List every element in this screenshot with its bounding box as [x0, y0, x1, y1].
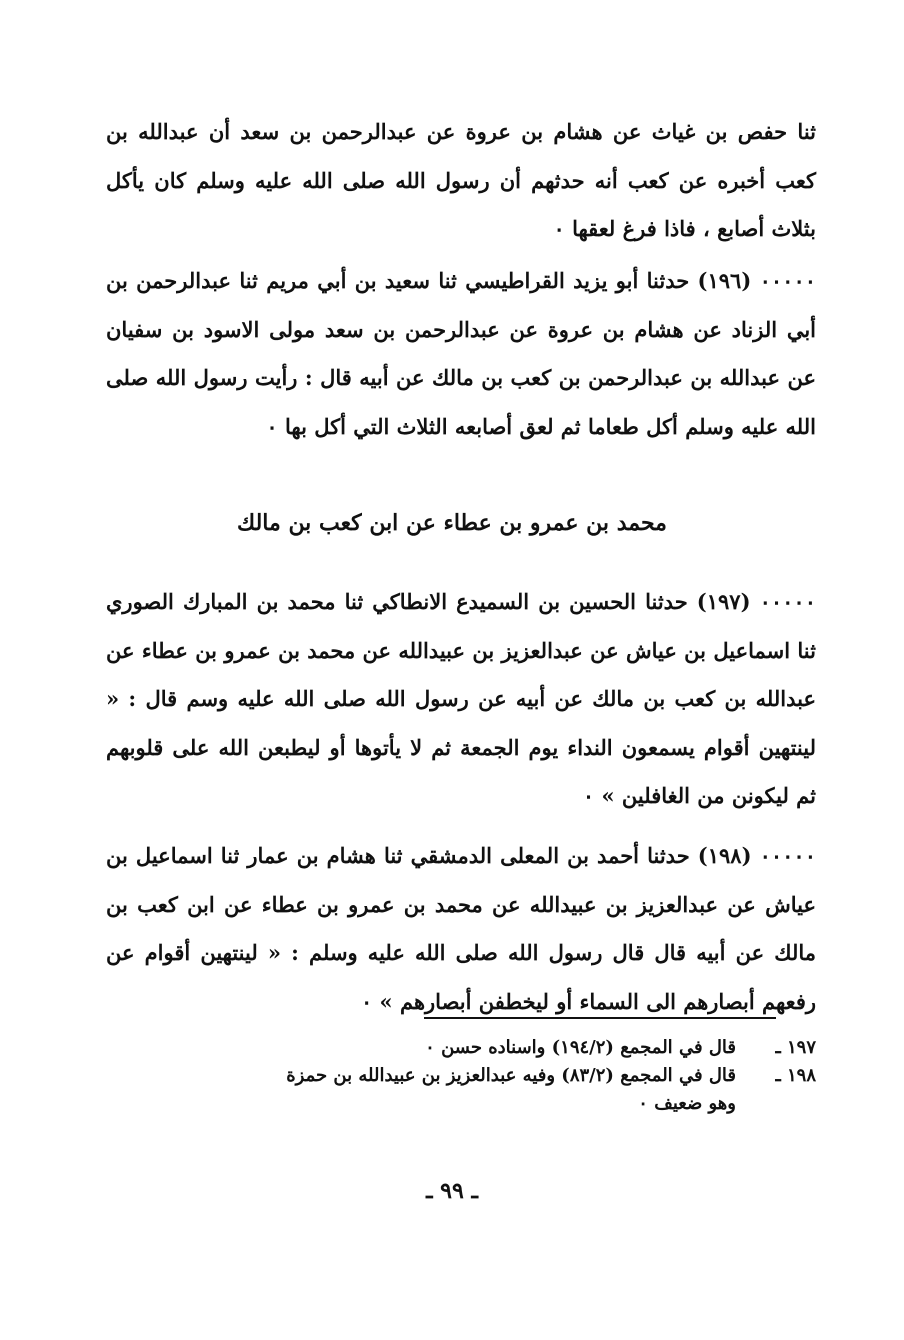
footnote-text: قال في المجمع (١٩٤/٢) واسناده حسن ٠: [425, 1037, 736, 1058]
footnote-198: [106, 1062, 816, 1118]
section-heading: محمد بن عمرو بن عطاء عن ابن كعب بن مالك: [237, 510, 667, 536]
footnote-separator: [424, 1017, 776, 1019]
footnote-text: قال في المجمع (٨٣/٢) وفيه عبدالعزيز بن عبيدالله بن حمزة: [286, 1065, 736, 1086]
hadith-paragraph-198: ٠٠٠٠٠ (١٩٨) حدثنا أحمد بن المعلى الدمشقي ثنا هشام بن عمار ثنا اسماعيل بن عياش عن عبدالعزيز بن عبيدالله عن محمد بن عمرو بن عطاء عن ابن كعب بن مالك عن أبيه قال قال رسول الله صلى الله عليه وسلم : « لينتهين أقوام عن رفعهم أبصارهم الى السماء أو ليخطفن أبصارهم » ٠: [106, 843, 816, 1014]
hadith-paragraph-196: ٠٠٠٠٠ (١٩٦) حدثنا أبو يزيد القراطيسي ثنا سعيد بن أبي مريم ثنا عبدالرحمن بن أبي الزناد عن هشام بن عروة عن عبدالرحمن بن سعد مولى الاسود بن سفيان عن عبدالله بن عبدالرحمن بن كعب بن مالك عن أبيه قال : رأيت رسول الله صلى الله عليه وسلم أكل طعاما ثم لعق أصابعه الثلاث التي أكل بها ٠: [106, 268, 817, 439]
page-number: ـ ٩٩ ـ: [426, 1178, 478, 1204]
footnote-continuation: وهو ضعيف ٠: [638, 1093, 736, 1114]
hadith-paragraph: ثنا حفص بن غياث عن هشام بن عروة عن عبدالرحمن بن سعد أن عبدالله بن كعب أخبره عن كعب أنه حدثهم أن رسول الله صلى الله عليه وسلم كان يأكل بثلاث أصابع ، فاذا فرغ لعقها ٠: [106, 119, 817, 241]
footnote-number: ١٩٧ ـ: [775, 1037, 816, 1058]
footnote-197: [106, 1034, 816, 1062]
hadith-paragraph-197: ٠٠٠٠٠ (١٩٧) حدثنا الحسين بن السميدع الانطاكي ثنا محمد بن المبارك الصوري ثنا اسماعيل بن عياش عن عبدالعزيز بن عبيدالله عن محمد بن عمرو بن عطاء عن عبدالله بن كعب بن مالك عن أبيه عن رسول الله صلى الله عليه وسم قال : « لينتهين أقوام يسمعون النداء يوم الجمعة ثم لا يأتوها أو ليطبعن الله على قلوبهم ثم ليكونن من الغافلين » ٠: [106, 589, 816, 808]
footnote-number: ١٩٨ ـ: [775, 1065, 816, 1086]
